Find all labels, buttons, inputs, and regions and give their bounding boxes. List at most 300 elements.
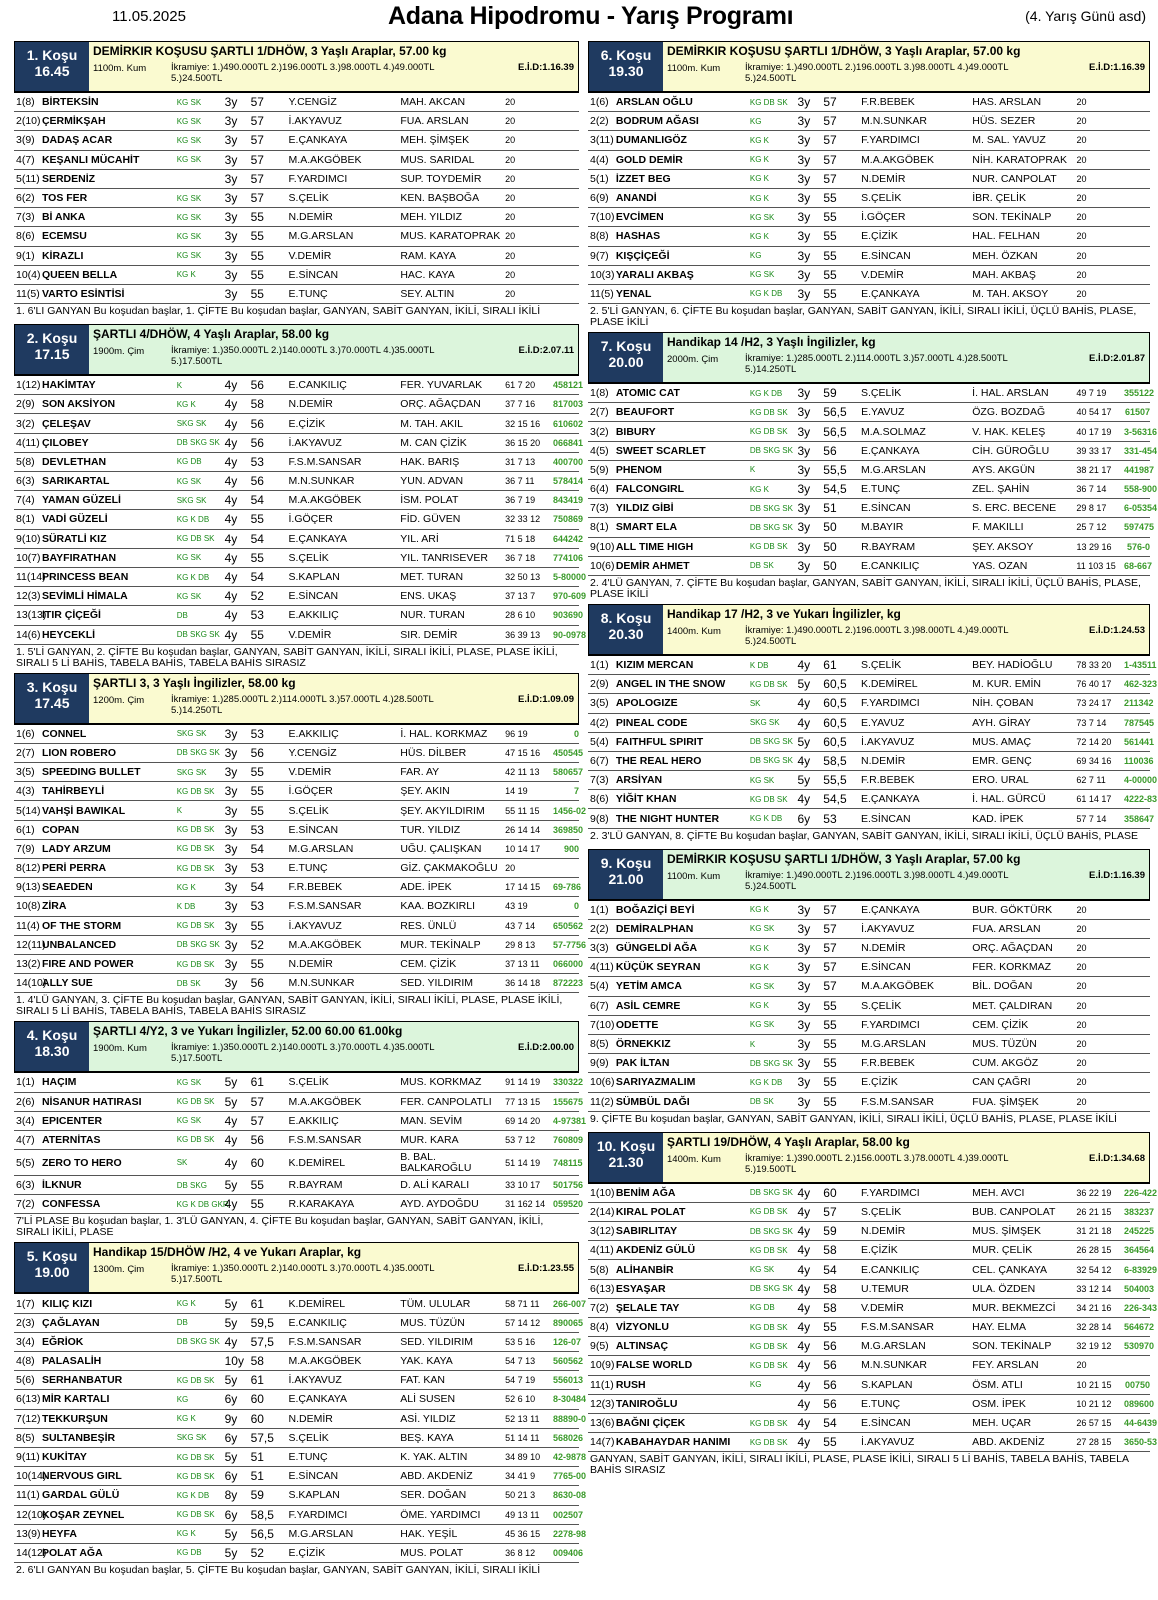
trainer-name[interactable]: CAN ÇAĞRI — [972, 1076, 1031, 1089]
trainer-name[interactable]: ŞEY. AKYILDIRIM — [400, 804, 485, 817]
jockey-name[interactable]: M.N.SUNKAR — [861, 1359, 927, 1372]
jockey-name[interactable]: E.ÇİZİK — [860, 1244, 898, 1257]
horse-row[interactable] — [14, 955, 584, 974]
jockey-name[interactable]: İ.GÖÇER — [861, 211, 906, 224]
horse-row[interactable] — [588, 285, 1150, 304]
horse-name[interactable]: KİRAZLI — [41, 249, 84, 262]
horse-name[interactable]: KABAHAYDAR HANIMI — [615, 1436, 731, 1449]
horse-row[interactable] — [588, 151, 1150, 170]
horse-name[interactable]: KIŞÇİÇEĞİ — [615, 249, 670, 262]
horse-name[interactable]: LADY ARZUM — [41, 842, 111, 855]
horse-row[interactable] — [14, 568, 587, 587]
trainer-name[interactable]: M. TAH. AKSOY — [972, 287, 1049, 300]
jockey-name[interactable]: E.ÇANKAYA — [860, 793, 920, 806]
horse-row[interactable] — [14, 491, 584, 510]
horse-name[interactable]: SON AKSİYON — [41, 398, 116, 411]
horse-row[interactable] — [14, 530, 584, 549]
horse-row[interactable] — [588, 733, 1155, 752]
horse-row[interactable] — [588, 1016, 1150, 1035]
horse-row[interactable] — [588, 403, 1150, 422]
trainer-name[interactable]: CİH. GÜROĞLU — [972, 444, 1050, 457]
trainer-name[interactable]: HÜS. SEZER — [972, 115, 1036, 128]
horse-name[interactable]: KEŞANLI MÜCAHİT — [41, 153, 140, 166]
horse-row[interactable] — [588, 675, 1158, 694]
horse-name[interactable]: FALSE WORLD — [615, 1359, 693, 1372]
jockey-name[interactable]: E.ÇİZİK — [861, 1076, 898, 1089]
horse-name[interactable]: ARSLAN OĞLU — [615, 96, 693, 109]
horse-name[interactable]: CONNEL — [41, 727, 87, 740]
horse-row[interactable] — [588, 1184, 1158, 1203]
jockey-name[interactable]: M.G.ARSLAN — [861, 1038, 926, 1051]
jockey-name[interactable]: F.YARDIMCI — [861, 1018, 920, 1031]
horse-row[interactable] — [14, 285, 579, 304]
horse-name[interactable]: DEMİR AHMET — [615, 559, 690, 572]
horse-row[interactable] — [588, 958, 1150, 977]
trainer-name[interactable]: MEH. ÖZKAN — [972, 249, 1038, 262]
horse-row[interactable] — [588, 656, 1157, 675]
horse-row[interactable] — [588, 1318, 1155, 1337]
horse-name[interactable]: GÜNGELDİ AĞA — [615, 942, 698, 955]
jockey-name[interactable]: F.S.M.SANSAR — [288, 1133, 362, 1146]
horse-row[interactable] — [14, 170, 579, 189]
horse-row[interactable] — [14, 1410, 587, 1429]
trainer-name[interactable]: MEH. ŞİMŞEK — [400, 134, 470, 147]
trainer-name[interactable]: UĞU. ÇALIŞKAN — [400, 842, 482, 855]
jockey-name[interactable]: E.CANKILIÇ — [860, 1263, 920, 1276]
trainer-name[interactable]: V. HAK. KELEŞ — [972, 425, 1046, 438]
horse-name[interactable]: BIBURY — [615, 425, 656, 438]
horse-row[interactable] — [588, 977, 1150, 996]
horse-name[interactable]: DEMİRALPHAN — [615, 922, 694, 935]
jockey-name[interactable]: N.DEMİR — [288, 958, 333, 971]
trainer-name[interactable]: MEH. UÇAR — [972, 1417, 1032, 1430]
jockey-name[interactable]: İ.AKYAVUZ — [861, 922, 915, 935]
horse-name[interactable]: CONFESSA — [41, 1198, 101, 1211]
jockey-name[interactable]: V.DEMİR — [288, 249, 332, 262]
trainer-name[interactable]: NUR. TURAN — [400, 609, 465, 622]
trainer-name[interactable]: İ. HAL. KORKMAZ — [400, 727, 488, 740]
horse-name[interactable]: ÇERMİKŞAH — [41, 115, 106, 128]
jockey-name[interactable]: K.DEMİREL — [288, 1156, 346, 1169]
horse-row[interactable] — [14, 1112, 587, 1131]
horse-name[interactable]: HAÇIM — [41, 1076, 77, 1089]
horse-name[interactable]: EĞRİOK — [41, 1335, 84, 1348]
trainer-name[interactable]: M. SAL. YAVUZ — [972, 134, 1046, 147]
trainer-name[interactable]: EMR. GENÇ — [972, 754, 1032, 767]
trainer-name[interactable]: FER. KORKMAZ — [972, 961, 1052, 974]
horse-row[interactable] — [588, 461, 1155, 480]
horse-row[interactable] — [588, 170, 1150, 189]
horse-name[interactable]: SEAEDEN — [41, 881, 93, 894]
trainer-name[interactable]: KAD. İPEK — [972, 812, 1024, 825]
jockey-name[interactable]: N.DEMİR — [288, 398, 333, 411]
trainer-name[interactable]: FİD. GÜVEN — [400, 513, 461, 526]
horse-name[interactable]: COPAN — [41, 823, 80, 836]
jockey-name[interactable]: F.R.BEBEK — [861, 96, 915, 109]
horse-name[interactable]: ARSİYAN — [615, 774, 663, 787]
trainer-name[interactable]: S. ERC. BECENE — [972, 502, 1057, 515]
jockey-name[interactable]: M.G.ARSLAN — [288, 1527, 354, 1540]
horse-name[interactable]: BODRUM AĞASI — [615, 115, 699, 128]
horse-name[interactable]: FALCONGIRL — [615, 483, 685, 496]
trainer-name[interactable]: HÜS. DİLBER — [400, 746, 467, 759]
trainer-name[interactable]: AYS. AKGÜN — [972, 463, 1035, 476]
trainer-name[interactable]: MUS. POLAT — [400, 1546, 464, 1559]
horse-name[interactable]: VARTO ESİNTİSİ — [41, 287, 125, 300]
horse-row[interactable] — [14, 376, 584, 395]
horse-name[interactable]: ÇELEŞAV — [41, 417, 91, 430]
trainer-name[interactable]: HAS. ARSLAN — [972, 96, 1042, 109]
trainer-name[interactable]: YUN. ADVAN — [400, 475, 464, 488]
jockey-name[interactable]: M.A.AKGÖBEK — [288, 938, 362, 951]
jockey-name[interactable]: E.SİNCAN — [288, 590, 339, 603]
horse-name[interactable]: KUKİTAY — [41, 1451, 87, 1464]
horse-name[interactable]: ALİHANBİR — [615, 1263, 674, 1276]
trainer-name[interactable]: RAM. KAYA — [400, 249, 456, 262]
horse-name[interactable]: FAITHFUL SPIRIT — [615, 735, 704, 748]
horse-name[interactable]: ÖRNEKKIZ — [615, 1038, 671, 1051]
horse-name[interactable]: BENİM AĞA — [615, 1186, 676, 1199]
trainer-name[interactable]: K. YAK. ALTIN — [400, 1451, 468, 1464]
jockey-name[interactable]: F.S.M.SANSAR — [288, 455, 362, 468]
horse-name[interactable]: ALLY SUE — [42, 977, 93, 990]
trainer-name[interactable]: MUR. ÇELİK — [972, 1244, 1033, 1257]
horse-row[interactable] — [588, 1280, 1155, 1299]
horse-row[interactable] — [14, 1333, 582, 1352]
trainer-name[interactable]: FER. CANPOLATLI — [400, 1095, 492, 1108]
jockey-name[interactable]: F.R.BEBEK — [288, 881, 343, 894]
jockey-name[interactable]: S.ÇELİK — [861, 999, 902, 1012]
jockey-name[interactable]: S.ÇELİK — [288, 192, 329, 205]
trainer-name[interactable]: ENS. UKAŞ — [400, 590, 457, 603]
horse-name[interactable]: NERVOUS GIRL — [42, 1470, 122, 1483]
horse-name[interactable]: ANGEL IN THE SNOW — [615, 678, 726, 691]
horse-row[interactable] — [588, 1395, 1155, 1414]
horse-name[interactable]: POLAT AĞA — [42, 1546, 103, 1559]
trainer-name[interactable]: MUS. SARIDAL — [400, 153, 475, 166]
horse-row[interactable] — [14, 1314, 584, 1333]
trainer-name[interactable]: OSM. İPEK — [972, 1397, 1026, 1410]
horse-row[interactable] — [588, 1054, 1150, 1073]
jockey-name[interactable]: S.ÇELİK — [861, 192, 902, 205]
horse-name[interactable]: ALTINSAÇ — [615, 1340, 669, 1353]
jockey-name[interactable]: R.BAYRAM — [288, 1179, 343, 1192]
jockey-name[interactable]: Y.CENGİZ — [288, 96, 337, 109]
trainer-name[interactable]: HAK. YEŞİL — [400, 1527, 458, 1540]
jockey-name[interactable]: F.R.BEBEK — [860, 774, 915, 787]
trainer-name[interactable]: ALİ SUSEN — [400, 1393, 456, 1406]
jockey-name[interactable]: E.TUNÇ — [288, 287, 328, 300]
horse-row[interactable] — [588, 247, 1150, 266]
trainer-name[interactable]: MUS. KORKMAZ — [400, 1076, 482, 1089]
jockey-name[interactable]: E.ÇİZİK — [288, 417, 326, 430]
jockey-name[interactable]: N.DEMİR — [861, 942, 906, 955]
trainer-name[interactable]: MAH. AKCAN — [400, 96, 466, 109]
horse-name[interactable]: HASHAS — [615, 230, 661, 243]
horse-name[interactable]: İZZET BEG — [615, 172, 671, 185]
horse-row[interactable] — [588, 1073, 1150, 1092]
horse-name[interactable]: YARALI AKBAŞ — [615, 268, 694, 281]
horse-name[interactable]: EPICENTER — [41, 1114, 103, 1127]
horse-name[interactable]: TANIROĞLU — [615, 1397, 678, 1410]
trainer-name[interactable]: SIR. DEMİR — [400, 628, 458, 641]
horse-row[interactable] — [14, 1448, 587, 1467]
trainer-name[interactable]: BEŞ. KAYA — [400, 1431, 454, 1444]
horse-name[interactable]: HAKİMTAY — [41, 379, 96, 392]
jockey-name[interactable]: M.N.SUNKAR — [861, 115, 927, 128]
trainer-name[interactable]: KAA. BOZKIRLI — [400, 900, 476, 913]
horse-row[interactable] — [14, 1073, 584, 1092]
jockey-name[interactable]: M.A.AKGÖBEK — [288, 494, 362, 507]
horse-row[interactable] — [14, 189, 579, 208]
trainer-name[interactable]: İ. HAL. ARSLAN — [972, 387, 1049, 400]
jockey-name[interactable]: M.G.ARSLAN — [860, 463, 926, 476]
horse-name[interactable]: Bİ ANKA — [41, 211, 86, 224]
jockey-name[interactable]: E.TUNÇ — [860, 1397, 901, 1410]
jockey-name[interactable]: F.YARDIMCI — [861, 134, 920, 147]
trainer-name[interactable]: BUB. CANPOLAT — [972, 1205, 1056, 1218]
horse-name[interactable]: ZERO TO HERO — [41, 1156, 122, 1169]
jockey-name[interactable]: F.S.M.SANSAR — [861, 1095, 934, 1108]
trainer-name[interactable]: ÖSM. ATLI — [972, 1378, 1023, 1391]
horse-name[interactable]: KIZIM MERCAN — [615, 659, 694, 672]
jockey-name[interactable]: S.KAPLAN — [288, 1489, 340, 1502]
horse-row[interactable] — [14, 1371, 584, 1390]
horse-row[interactable] — [588, 1222, 1155, 1241]
horse-name[interactable]: THE REAL HERO — [615, 754, 702, 767]
trainer-name[interactable]: İ. HAL. GÜRCÜ — [972, 793, 1046, 806]
horse-row[interactable] — [588, 266, 1150, 285]
jockey-name[interactable]: F.S.M.SANSAR — [288, 900, 362, 913]
jockey-name[interactable]: M.G.ARSLAN — [288, 842, 354, 855]
horse-name[interactable]: ÇILOBEY — [41, 436, 89, 449]
jockey-name[interactable]: İ.AKYAVUZ — [288, 1374, 342, 1387]
trainer-name[interactable]: AYH. GİRAY — [972, 716, 1031, 729]
horse-name[interactable]: PRINCESS BEAN — [42, 571, 129, 584]
horse-name[interactable]: DEVLETHAN — [41, 455, 107, 468]
horse-row[interactable] — [588, 227, 1150, 246]
horse-row[interactable] — [14, 897, 579, 916]
jockey-name[interactable]: E.SİNCAN — [288, 823, 339, 836]
jockey-name[interactable]: E.ÇANKAYA — [860, 444, 920, 457]
horse-name[interactable]: ODETTE — [615, 1018, 659, 1031]
horse-name[interactable]: SARIYAZMALIM — [615, 1076, 696, 1089]
horse-name[interactable]: MİR KARTALI — [41, 1393, 110, 1406]
horse-name[interactable]: SERDENİZ — [41, 172, 96, 185]
jockey-name[interactable]: E.ÇİZİK — [861, 230, 898, 243]
horse-name[interactable]: TAHİRBEYLİ — [41, 785, 105, 798]
trainer-name[interactable]: M. CAN ÇİZİK — [400, 436, 467, 449]
trainer-name[interactable]: YAS. OZAN — [972, 559, 1028, 572]
horse-name[interactable]: SMART ELA — [615, 521, 678, 534]
trainer-name[interactable]: MUR. KARA — [400, 1133, 459, 1146]
trainer-name[interactable]: M. TAH. AKIL — [400, 417, 463, 430]
horse-name[interactable]: THE NIGHT HUNTER — [615, 812, 720, 825]
horse-name[interactable]: PINEAL CODE — [615, 716, 688, 729]
trainer-name[interactable]: KEN. BAŞBOĞA — [400, 192, 480, 205]
horse-row[interactable] — [14, 510, 584, 529]
horse-row[interactable] — [588, 920, 1150, 939]
horse-row[interactable] — [588, 480, 1158, 499]
trainer-name[interactable]: ÖZG. BOZDAĞ — [972, 406, 1046, 419]
horse-row[interactable] — [14, 936, 587, 955]
trainer-name[interactable]: M. KUR. EMİN — [972, 678, 1041, 691]
horse-row[interactable] — [588, 939, 1150, 958]
jockey-name[interactable]: F.YARDIMCI — [288, 1508, 348, 1521]
trainer-name[interactable]: SER. DOĞAN — [400, 1489, 467, 1502]
jockey-name[interactable]: S.ÇELİK — [288, 1076, 329, 1089]
horse-row[interactable] — [14, 266, 579, 285]
jockey-name[interactable]: E.SİNCAN — [861, 249, 911, 262]
horse-name[interactable]: ANANDİ — [615, 192, 657, 205]
horse-row[interactable] — [14, 93, 579, 112]
jockey-name[interactable]: İ.GÖÇER — [288, 513, 333, 526]
jockey-name[interactable]: N.DEMİR — [861, 172, 906, 185]
horse-name[interactable]: VADİ GÜZELİ — [41, 513, 108, 526]
jockey-name[interactable]: İ.AKYAVUZ — [288, 115, 342, 128]
horse-name[interactable]: YILDIZ GİBİ — [615, 502, 674, 515]
trainer-name[interactable]: ERO. URAL — [972, 774, 1029, 787]
horse-name[interactable]: BEAUFORT — [615, 406, 675, 419]
trainer-name[interactable]: MEH. AVCI — [972, 1186, 1025, 1199]
horse-name[interactable]: GARDAL GÜLÜ — [41, 1489, 120, 1502]
horse-name[interactable]: YENAL — [615, 287, 652, 300]
horse-row[interactable] — [14, 763, 584, 782]
jockey-name[interactable]: E.AKKILIÇ — [288, 1114, 339, 1127]
horse-row[interactable] — [588, 1203, 1155, 1222]
trainer-name[interactable]: MUS. KARATOPRAK — [400, 230, 501, 243]
trainer-name[interactable]: MUS. AMAÇ — [972, 735, 1032, 748]
trainer-name[interactable]: ABD. AKDENİZ — [400, 1470, 473, 1483]
jockey-name[interactable]: N.DEMİR — [860, 1225, 906, 1238]
horse-row[interactable] — [588, 809, 1155, 828]
trainer-name[interactable]: ASİ. YILDIZ — [400, 1412, 456, 1425]
jockey-name[interactable]: İ.AKYAVUZ — [860, 735, 915, 748]
horse-name[interactable]: RUSH — [615, 1378, 646, 1391]
horse-row[interactable] — [14, 1467, 587, 1486]
horse-name[interactable]: SÜMBÜL DAĞI — [615, 1095, 690, 1108]
horse-row[interactable] — [14, 1093, 584, 1112]
jockey-name[interactable]: S.ÇELİK — [860, 387, 902, 400]
horse-name[interactable]: TEKKURŞUN — [41, 1412, 108, 1425]
trainer-name[interactable]: NİH. KARATOPRAK — [972, 153, 1067, 166]
horse-name[interactable]: PALASALİH — [41, 1355, 102, 1368]
trainer-name[interactable]: MET. TURAN — [400, 571, 464, 584]
jockey-name[interactable]: E.ÇİZİK — [288, 1546, 326, 1559]
jockey-name[interactable]: M.N.SUNKAR — [288, 475, 355, 488]
trainer-name[interactable]: YAK. KAYA — [400, 1355, 453, 1368]
trainer-name[interactable]: ADE. İPEK — [400, 881, 452, 894]
horse-name[interactable]: SEVİMLİ HİMALA — [41, 590, 128, 603]
horse-row[interactable] — [14, 859, 579, 878]
jockey-name[interactable]: F.YARDIMCI — [288, 172, 348, 185]
horse-name[interactable]: ESYAŞAR — [615, 1282, 666, 1295]
trainer-name[interactable]: FEY. ARSLAN — [972, 1359, 1039, 1372]
horse-row[interactable] — [588, 714, 1155, 733]
horse-row[interactable] — [14, 606, 584, 625]
horse-name[interactable]: NİSANUR HATIRASI — [41, 1095, 142, 1108]
horse-row[interactable] — [588, 1035, 1150, 1054]
jockey-name[interactable]: E.ÇANKAYA — [861, 287, 920, 300]
horse-name[interactable]: SABIRLITAY — [615, 1225, 678, 1238]
horse-row[interactable] — [14, 1131, 584, 1150]
jockey-name[interactable]: İ.AKYAVUZ — [288, 919, 342, 932]
horse-name[interactable]: KÜÇÜK SEYRAN — [615, 961, 701, 974]
horse-name[interactable]: ZİRA — [41, 900, 67, 913]
trainer-name[interactable]: İBR. ÇELİK — [972, 192, 1026, 205]
horse-name[interactable]: YİĞİT KHAN — [615, 793, 677, 806]
trainer-name[interactable]: CEM. ÇİZİK — [972, 1018, 1029, 1031]
trainer-name[interactable]: NİH. ÇOBAN — [972, 697, 1034, 710]
jockey-name[interactable]: E.AKKILIÇ — [288, 727, 339, 740]
horse-row[interactable] — [14, 1486, 587, 1505]
horse-name[interactable]: EVCİMEN — [615, 211, 664, 224]
trainer-name[interactable]: B. BAL. BALKAROĞLU — [400, 1150, 472, 1174]
jockey-name[interactable]: E.ÇANKAYA — [861, 903, 920, 916]
horse-name[interactable]: BOĞAZİÇİ BEYİ — [615, 903, 695, 916]
trainer-name[interactable]: ÖME. YARDIMCI — [400, 1508, 481, 1521]
jockey-name[interactable]: F.R.BEBEK — [861, 1057, 915, 1070]
trainer-name[interactable]: D. ALİ KARALI — [400, 1179, 470, 1192]
trainer-name[interactable]: HAL. FELHAN — [972, 230, 1040, 243]
trainer-name[interactable]: MUR. BEKMEZCİ — [972, 1301, 1056, 1314]
trainer-name[interactable]: ABD. AKDENİZ — [972, 1436, 1045, 1449]
jockey-name[interactable]: İ.AKYAVUZ — [288, 436, 342, 449]
horse-name[interactable]: ATOMIC CAT — [615, 387, 680, 400]
jockey-name[interactable]: K.DEMİREL — [288, 1297, 346, 1310]
horse-row[interactable] — [588, 1241, 1155, 1260]
trainer-name[interactable]: TÜM. ULULAR — [400, 1297, 471, 1310]
jockey-name[interactable]: E.SİNCAN — [288, 1470, 339, 1483]
horse-name[interactable]: UNBALANCED — [42, 938, 117, 951]
trainer-name[interactable]: SUP. TOYDEMİR — [400, 172, 482, 185]
horse-row[interactable] — [14, 472, 584, 491]
horse-row[interactable] — [588, 1356, 1150, 1375]
trainer-name[interactable]: AYD. AYDOĞDU — [400, 1198, 479, 1211]
trainer-name[interactable]: FER. YUVARLAK — [400, 379, 483, 392]
trainer-name[interactable]: FUA. ARSLAN — [400, 115, 469, 128]
horse-name[interactable]: HEYFA — [41, 1527, 77, 1540]
horse-name[interactable]: VAHŞİ BAWIKAL — [41, 804, 126, 817]
trainer-name[interactable]: MET. ÇALDIRAN — [972, 999, 1053, 1012]
jockey-name[interactable]: M.G.ARSLAN — [288, 230, 354, 243]
jockey-name[interactable]: S.ÇELİK — [288, 1431, 329, 1444]
horse-name[interactable]: KIRAL POLAT — [615, 1205, 686, 1218]
jockey-name[interactable]: M.A.AKGÖBEK — [288, 1095, 362, 1108]
jockey-name[interactable]: E.SİNCAN — [861, 961, 911, 974]
horse-row[interactable] — [588, 1093, 1150, 1112]
jockey-name[interactable]: K.DEMİREL — [860, 678, 918, 691]
jockey-name[interactable]: E.SİNCAN — [860, 502, 911, 515]
horse-name[interactable]: FIRE AND POWER — [41, 958, 134, 971]
horse-row[interactable] — [14, 131, 579, 150]
jockey-name[interactable]: E.CANKILIÇ — [288, 1316, 347, 1329]
horse-row[interactable] — [14, 840, 579, 859]
trainer-name[interactable]: MUR. TEKİNALP — [400, 938, 481, 951]
trainer-name[interactable]: FUA. ARSLAN — [972, 922, 1041, 935]
jockey-name[interactable]: E.CANKILIÇ — [860, 559, 920, 572]
trainer-name[interactable]: SED. YILDIRIM — [400, 1335, 474, 1348]
horse-name[interactable]: BAĞNI ÇİÇEK — [615, 1417, 686, 1430]
jockey-name[interactable]: İ.GÖÇER — [288, 785, 333, 798]
jockey-name[interactable]: E.SİNCAN — [860, 1417, 911, 1430]
jockey-name[interactable]: F.YARDIMCI — [860, 1186, 920, 1199]
jockey-name[interactable]: U.TEMUR — [860, 1282, 909, 1295]
trainer-name[interactable]: ORÇ. AĞAÇDAN — [972, 942, 1053, 955]
jockey-name[interactable]: M.BAYIR — [860, 521, 904, 534]
horse-row[interactable] — [588, 384, 1155, 403]
horse-name[interactable]: HEYCEKLİ — [41, 628, 96, 641]
